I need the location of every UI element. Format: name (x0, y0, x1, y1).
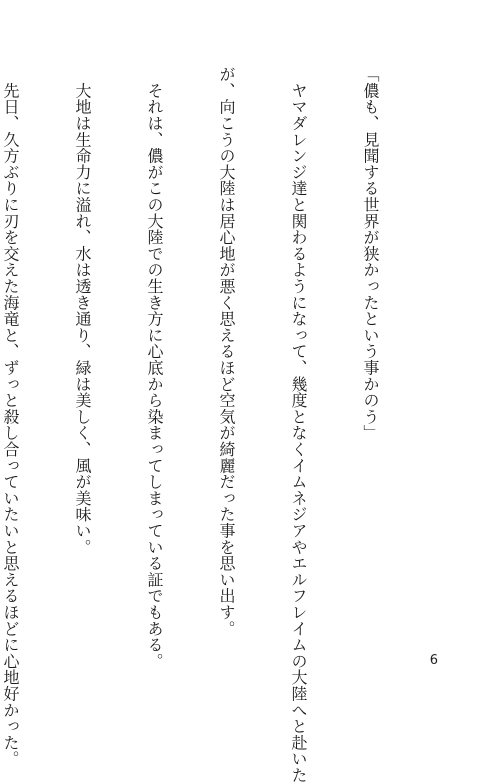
text-line: 先日、久方ぶりに刃を交えた海竜と、ずっと殺し合っていたいと思えるほどに心地好かった。 (1, 66, 20, 767)
text-line: 大地は生命力に溢れ、水は透き通り、緑は美しく、風が美味い。 (73, 66, 92, 555)
text-line: が、向こうの大陸は居心地が悪く思えるほど空気が綺麗だった事を思い出す。 (217, 66, 236, 637)
text-line: 「儂も、見聞する世界が狭かったという事かのう」 (361, 66, 380, 441)
text-line: ヤマダレンジ達と関わるようになって、幾度となくイムネジアやエルフレイムの大陸へと赴いた (289, 66, 308, 783)
body-text (0, 66, 430, 783)
page-number: 6 (429, 653, 438, 668)
text-line: それは、儂がこの大陸での生き方に心底から染まってしまっている証でもある。 (145, 66, 164, 670)
